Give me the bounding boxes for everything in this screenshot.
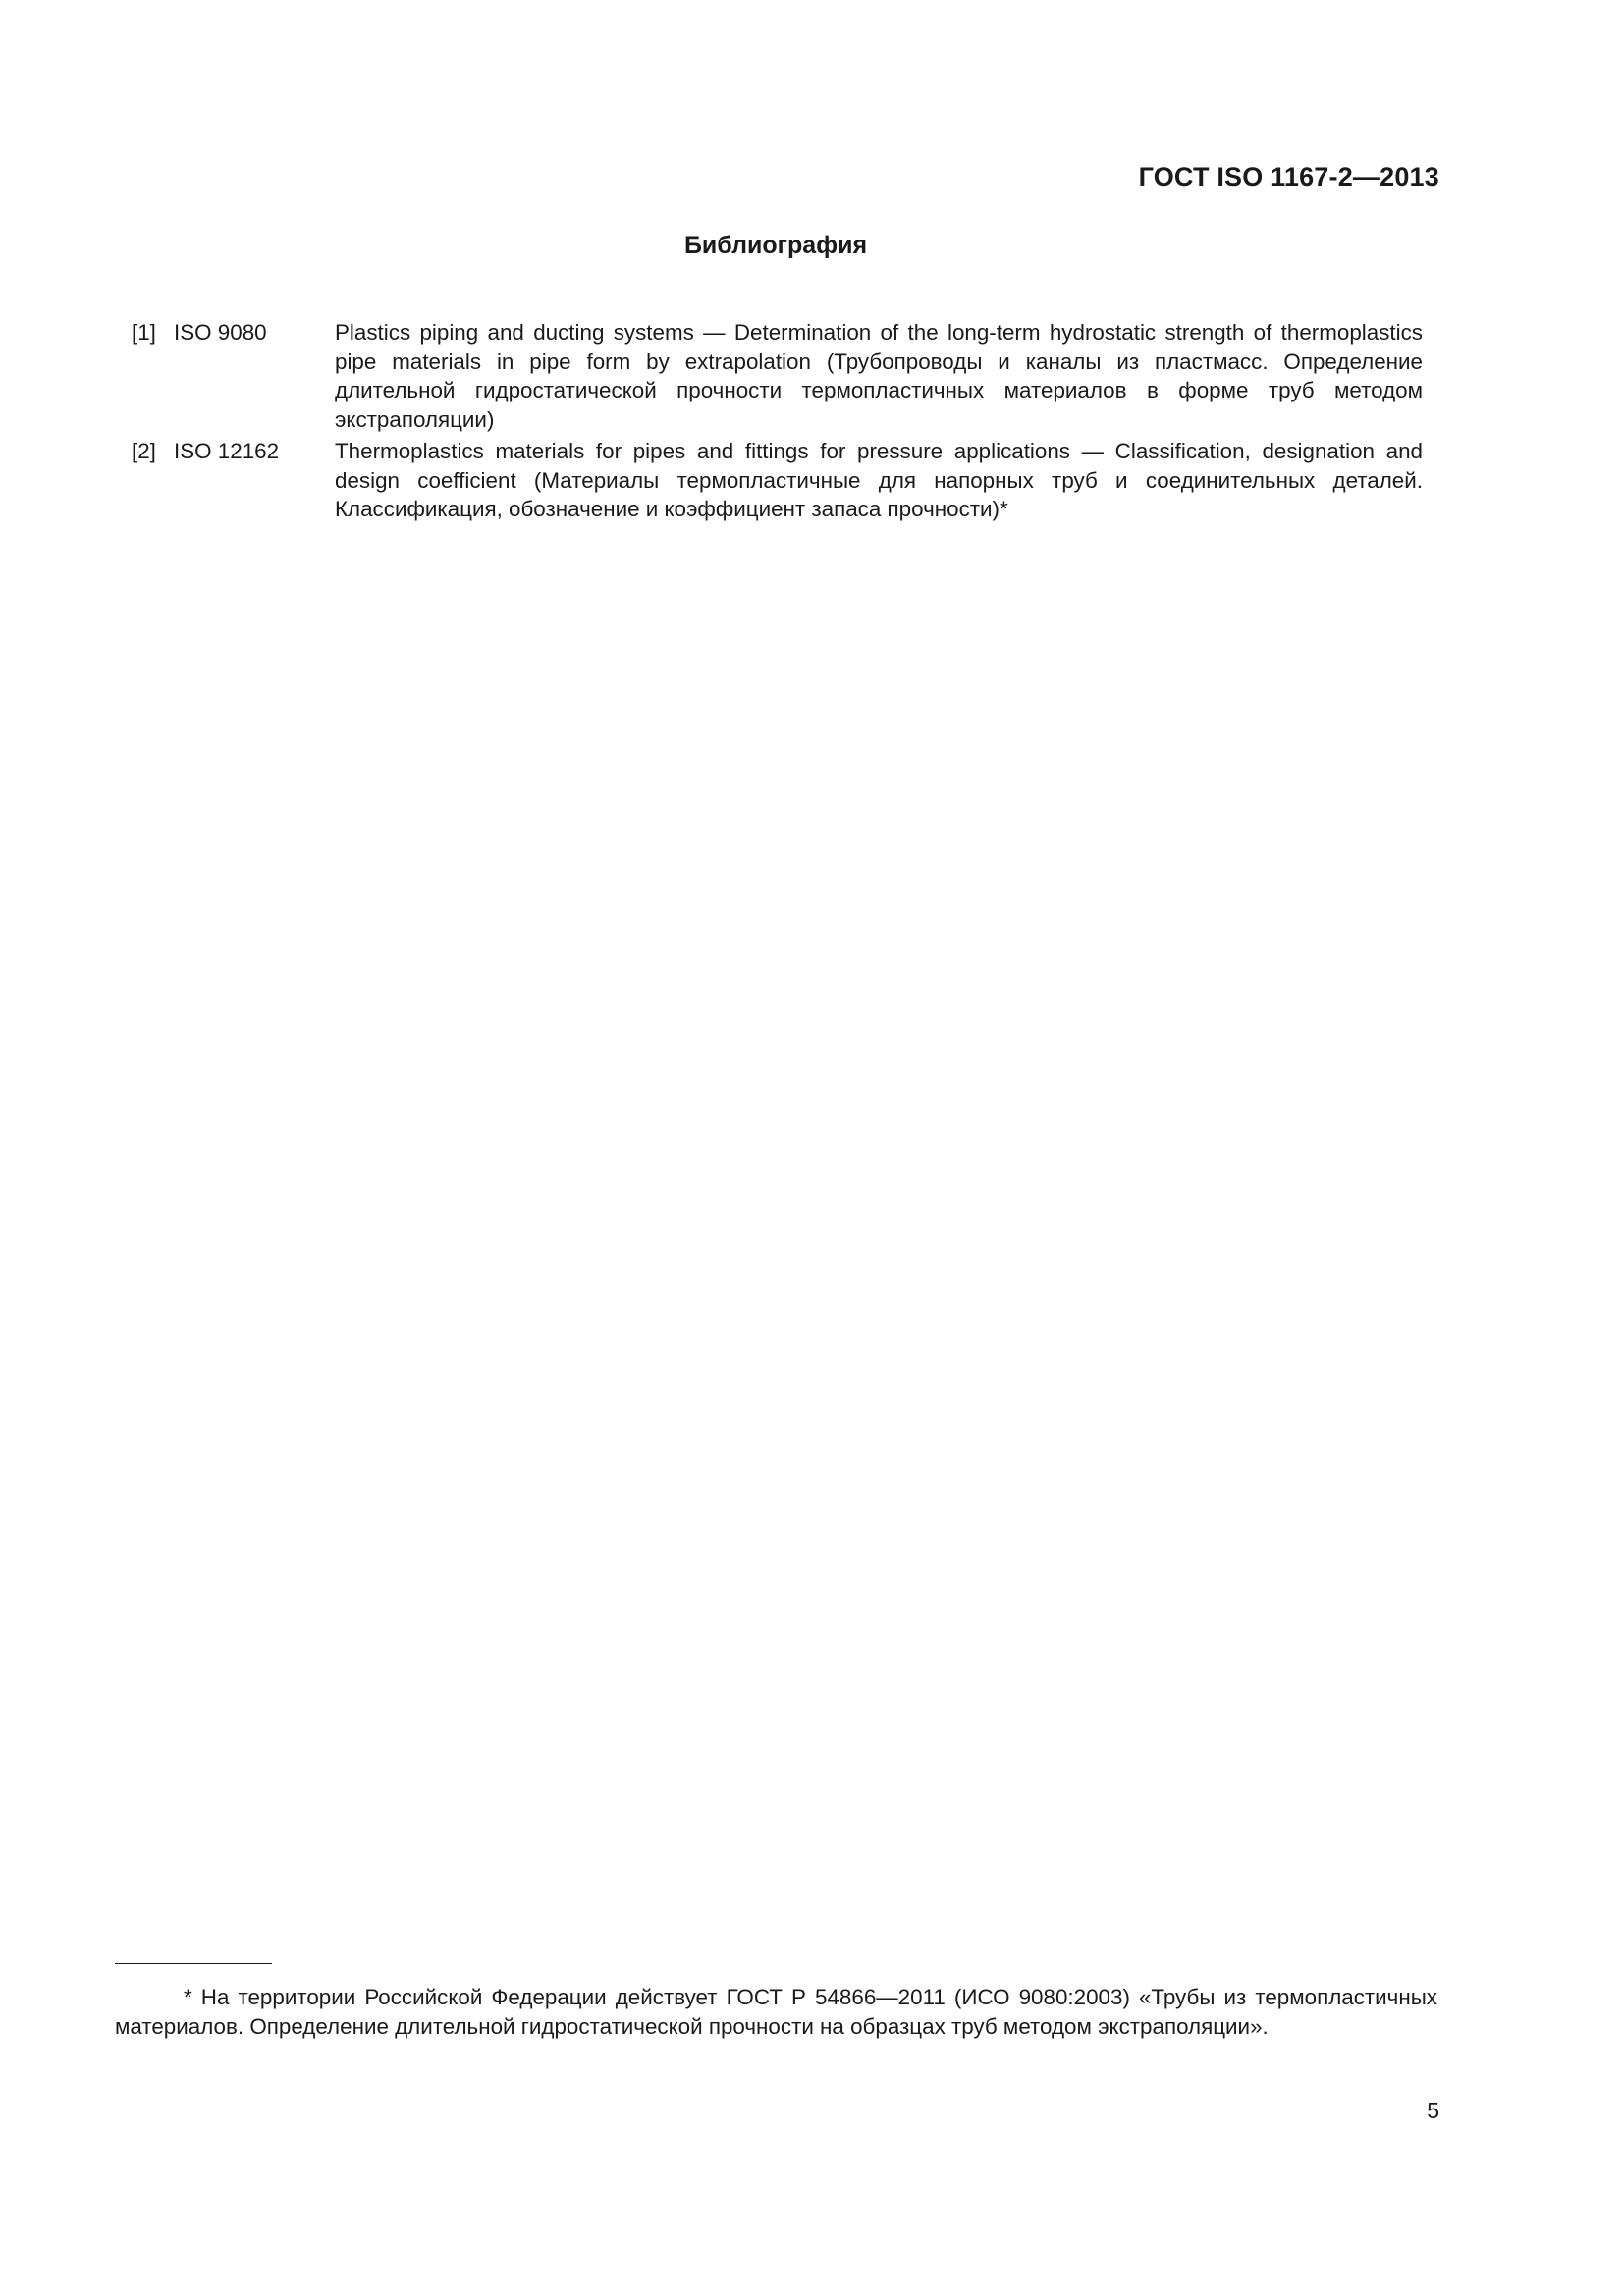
reference-number: [1] <box>132 320 156 345</box>
reference-standard: ISO 12162 <box>174 439 280 463</box>
bibliography-entry <box>132 437 1423 524</box>
page-number: 5 <box>1427 2098 1439 2123</box>
reference-text: Thermoplastics materials for pipes and fittings for pressure applications — Classification, designation and design coefficient (Материалы термопластичные для напорных труб и соединительных деталей. Классификация, обозначение и коэффициент запаса прочности)* <box>335 439 1423 521</box>
reference-number: [2] <box>132 439 156 463</box>
footnote: * На территории Российской Федерации действует ГОСТ Р 54866—2011 (ИСО 9080:2003) «Трубы из термопластичных материалов. Определение длительной гидростатической прочности на образцах труб методом экстраполяции». <box>115 1985 1437 2039</box>
reference-standard: ISO 9080 <box>174 320 267 345</box>
footnote-divider <box>115 1963 272 1964</box>
section-title: Библиография <box>683 232 868 259</box>
bibliography-list <box>132 318 1423 527</box>
document-code-header: ГОСТ ISO 1167-2—2013 <box>1138 162 1439 191</box>
bibliography-entry <box>132 318 1423 434</box>
reference-text: Plastics piping and ducting systems — Determination of the long-term hydrostatic strength of thermoplastics pipe materials in pipe form by extrapolation (Трубопроводы и каналы из пластмасс. Определение длительной гидростатической прочности термопластичных материалов в форме труб методом экстраполяции) <box>335 320 1423 432</box>
